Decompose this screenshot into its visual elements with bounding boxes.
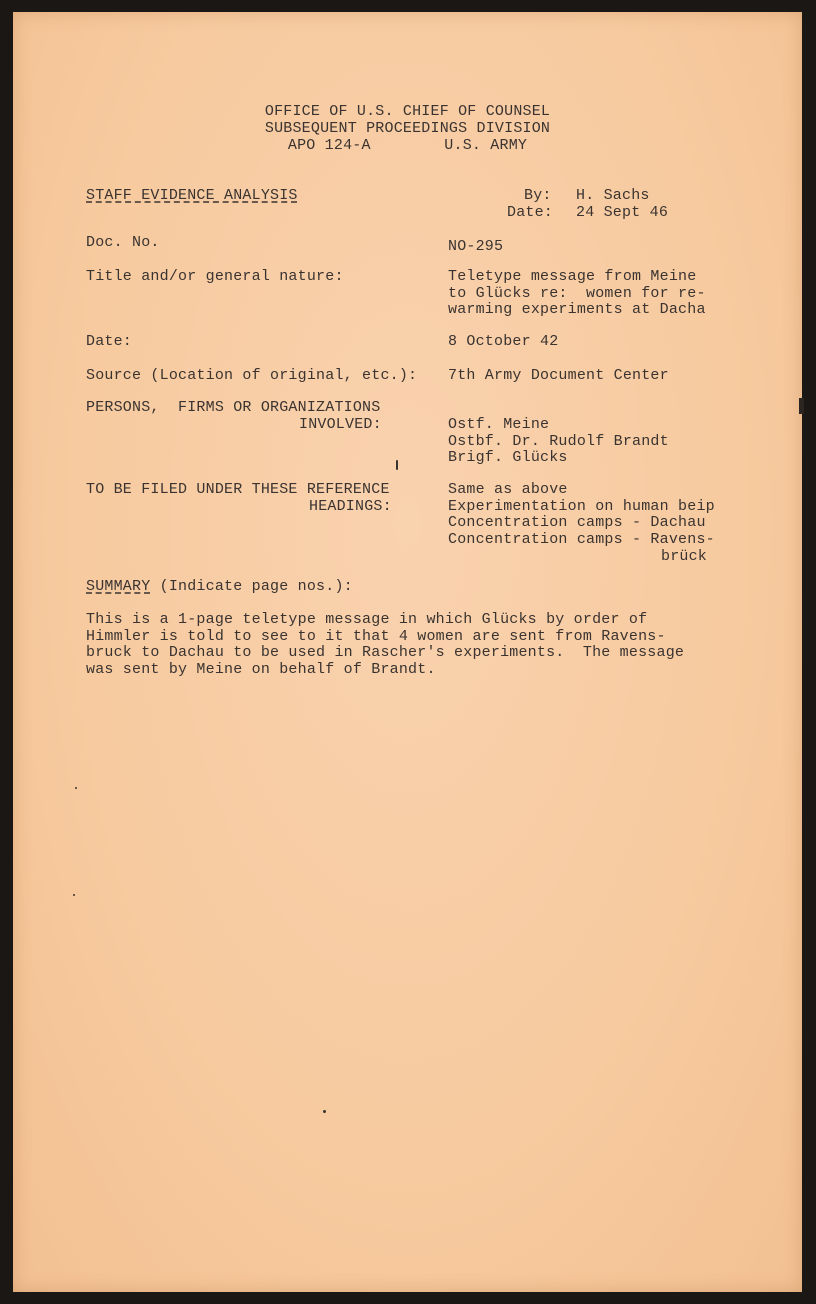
persons-value: Ostf. Meine Ostbf. Dr. Rudolf Brandt Brigf. Glücks bbox=[448, 416, 669, 466]
analysis-date-label: Date: bbox=[507, 204, 554, 221]
summary-label: SUMMARY bbox=[86, 578, 151, 595]
date-value: 8 October 42 bbox=[448, 333, 559, 350]
title-label: Title and/or general nature: bbox=[86, 268, 344, 285]
analysis-date-value: 24 Sept 46 bbox=[576, 204, 669, 221]
page-edge-mark bbox=[799, 398, 804, 414]
doc-no-label: Doc. No. bbox=[86, 234, 160, 251]
date-label: Date: bbox=[86, 333, 133, 350]
filed-value: Same as above Experimentation on human beip Concentration camps - Dachau Concentration camps - Ravens- bbox=[448, 481, 715, 548]
title-value: Teletype message from Meine to Glücks re: women for re- warming experiments at Dacha bbox=[448, 268, 706, 318]
summary-text: This is a 1-page teletype message in which Glücks by order of Himmler is told to see to it that 4 women are sent from Ravens- bruck to Dachau to be used in Rascher's experiments. The message was sent by Meine on behalf of Brandt. bbox=[86, 611, 685, 678]
header-line-division: SUBSEQUENT PROCEEDINGS DIVISION bbox=[264, 120, 551, 137]
persons-label-line2: INVOLVED: bbox=[299, 416, 382, 433]
by-value: H. Sachs bbox=[576, 187, 650, 204]
stray-dot bbox=[323, 1110, 326, 1113]
source-value: 7th Army Document Center bbox=[448, 367, 669, 384]
stray-mark bbox=[396, 460, 398, 470]
persons-label-line1: PERSONS, FIRMS OR ORGANIZATIONS bbox=[86, 399, 381, 416]
document-page bbox=[13, 12, 802, 1292]
summary-label-note: (Indicate page nos.): bbox=[150, 578, 353, 595]
filed-value-tail: brück bbox=[661, 548, 708, 565]
by-label: By: bbox=[524, 187, 552, 204]
header-line-office: OFFICE OF U.S. CHIEF OF COUNSEL bbox=[264, 103, 551, 120]
source-label: Source (Location of original, etc.): bbox=[86, 367, 418, 384]
header-line-apo: APO 124-A U.S. ARMY bbox=[287, 137, 528, 154]
filed-label-line1: TO BE FILED UNDER THESE REFERENCE bbox=[86, 481, 390, 498]
stray-dot bbox=[75, 787, 77, 789]
filed-label-line2: HEADINGS: bbox=[309, 498, 392, 515]
stray-dot bbox=[73, 894, 75, 896]
analysis-heading: STAFF EVIDENCE ANALYSIS bbox=[86, 187, 298, 204]
summary-label-line bbox=[86, 579, 353, 596]
doc-no-value: NO-295 bbox=[448, 238, 504, 255]
